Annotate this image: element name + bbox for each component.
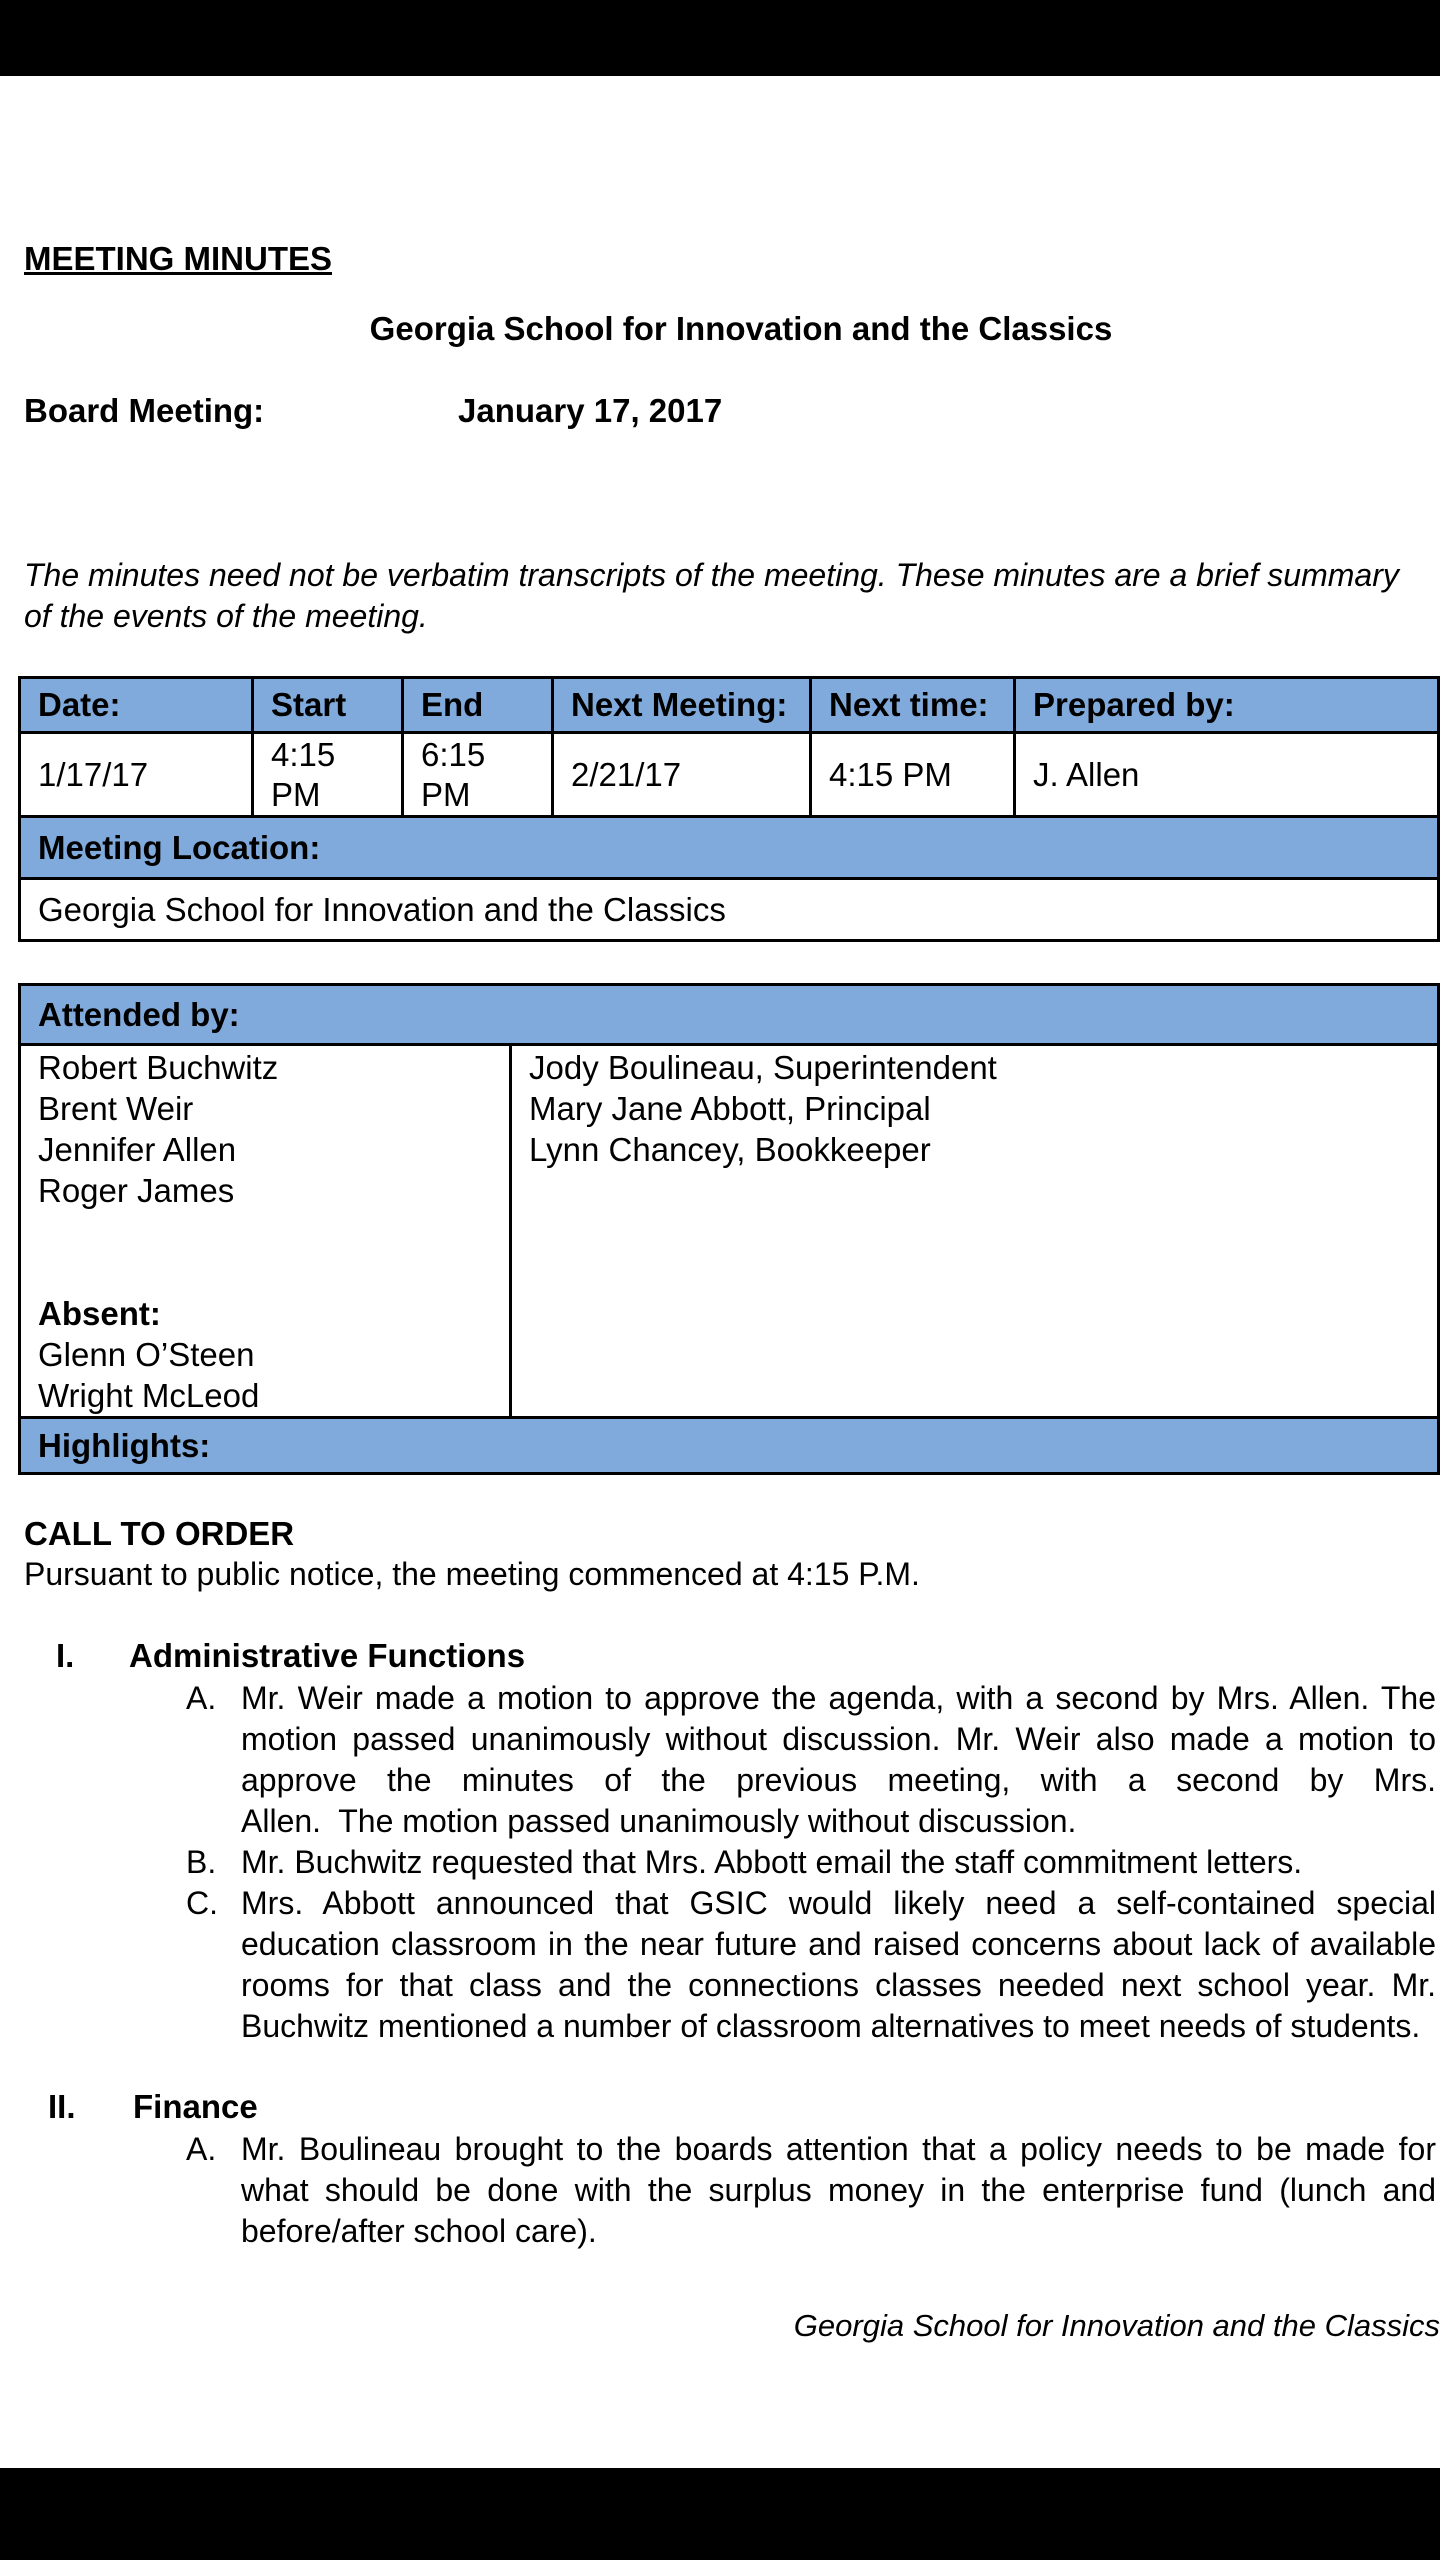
minutes-item: [186, 2129, 1436, 2252]
absent-member: Glenn O’Steen: [38, 1336, 255, 1373]
meeting-location-label: Meeting Location:: [20, 817, 1439, 879]
item-text: Mr. Buchwitz requested that Mrs. Abbott email the staff commitment letters.: [241, 1844, 1303, 1880]
location-value-row: [20, 879, 1439, 941]
staff-member: Jody Boulineau, Superintendent: [529, 1049, 997, 1086]
staff-cell: [511, 1045, 1439, 1418]
location-header-row: [20, 817, 1439, 879]
school-name-title: Georgia School for Innovation and the Classics: [369, 310, 1113, 347]
end-time: 6:15: [421, 735, 486, 773]
item-text-continued: Allen. The motion passed unanimously without discussion.: [241, 1803, 1077, 1839]
absent-member: Wright McLeod: [38, 1377, 260, 1414]
start-time: 4:15: [271, 735, 336, 773]
staff-member: Lynn Chancey, Bookkeeper: [529, 1131, 931, 1168]
board-members-cell: [20, 1045, 511, 1418]
minutes-item: [186, 1883, 1436, 2047]
next-time-header: Next time:: [811, 678, 1015, 733]
meeting-location-value: Georgia School for Innovation and the Classics: [20, 879, 1439, 941]
end-value: [403, 733, 553, 817]
next-time-value: 4:15 PM: [811, 733, 1015, 817]
item-text: Mr. Weir made a motion to approve the agenda, with a second by Mrs. Allen. The motion passed unanimously without discussion. Mr. Weir also made a motion to approve the minutes of the previous meeting, with a second by Mrs.: [241, 1680, 1436, 1798]
section-title: Administrative Functions: [129, 1637, 526, 1674]
section-numeral: II.: [48, 2088, 76, 2125]
meeting-info-table: [18, 676, 1440, 942]
start-value: [253, 733, 403, 817]
board-members-list: [38, 1047, 492, 1416]
section-numeral: I.: [56, 1637, 75, 1674]
date-header: Date:: [20, 678, 253, 733]
staff-list: [529, 1047, 1420, 1170]
item-letter: B.: [186, 1844, 217, 1880]
board-member: Roger James: [38, 1172, 235, 1209]
document-heading: MEETING MINUTES: [24, 240, 333, 277]
start-ampm: PM: [271, 775, 321, 813]
board-member: Brent Weir: [38, 1090, 194, 1127]
item-text: Mrs. Abbott announced that GSIC would likely need a self-contained special education classroom in the near future and raised concerns about lack of available rooms for that class and the connections classes needed next school year. Mr. Buchwitz mentioned a number of classroom alternatives to meet needs of students.: [241, 1885, 1436, 2044]
board-meeting-date: January 17, 2017: [458, 392, 723, 429]
item-letter: A.: [186, 1680, 217, 1716]
minutes-item-continuation: [186, 1801, 1436, 1842]
attendance-table: [18, 983, 1440, 1475]
item-text: Mr. Boulineau brought to the boards attention that a policy needs to be made for what should be done with the surplus money in the enterprise fund (lunch and before/after school care).: [241, 2131, 1436, 2249]
item-letter: C.: [186, 1885, 218, 1921]
meeting-info-values-row: [20, 733, 1439, 817]
item-letter: A.: [186, 2131, 217, 2167]
date-value: 1/17/17: [20, 733, 253, 817]
call-to-order-title: CALL TO ORDER: [24, 1515, 295, 1552]
end-ampm: PM: [421, 775, 471, 813]
highlights-row: [20, 1418, 1439, 1474]
minutes-item: [186, 1678, 1436, 1801]
board-member: Robert Buchwitz: [38, 1049, 279, 1086]
footer-school-name: Georgia School for Innovation and the Classics: [793, 2308, 1440, 2343]
minutes-item: [186, 1842, 1436, 1883]
board-member: Jennifer Allen: [38, 1131, 237, 1168]
attended-by-label: Attended by:: [20, 985, 1439, 1045]
bottom-black-bar: [0, 2468, 1440, 2560]
highlights-label: Highlights:: [20, 1418, 1439, 1474]
section-title: Finance: [133, 2088, 258, 2125]
attended-header-row: [20, 985, 1439, 1045]
call-to-order-text: Pursuant to public notice, the meeting commenced at 4:15 P.M.: [24, 1556, 920, 1592]
start-header: Start: [253, 678, 403, 733]
attendance-row: [20, 1045, 1439, 1418]
board-meeting-label: Board Meeting:: [24, 392, 265, 429]
prepared-by-value: J. Allen: [1015, 733, 1439, 817]
intro-note: The minutes need not be verbatim transcripts of the meeting. These minutes are a brief summary of the events of the meeting.: [24, 557, 1399, 634]
next-meeting-header: Next Meeting:: [553, 678, 811, 733]
meeting-info-header-row: [20, 678, 1439, 733]
next-meeting-value: 2/21/17: [553, 733, 811, 817]
staff-member: Mary Jane Abbott, Principal: [529, 1090, 931, 1127]
end-header: End: [403, 678, 553, 733]
top-black-bar: [0, 0, 1440, 76]
absent-label: Absent:: [38, 1295, 161, 1332]
prepared-by-header: Prepared by:: [1015, 678, 1439, 733]
